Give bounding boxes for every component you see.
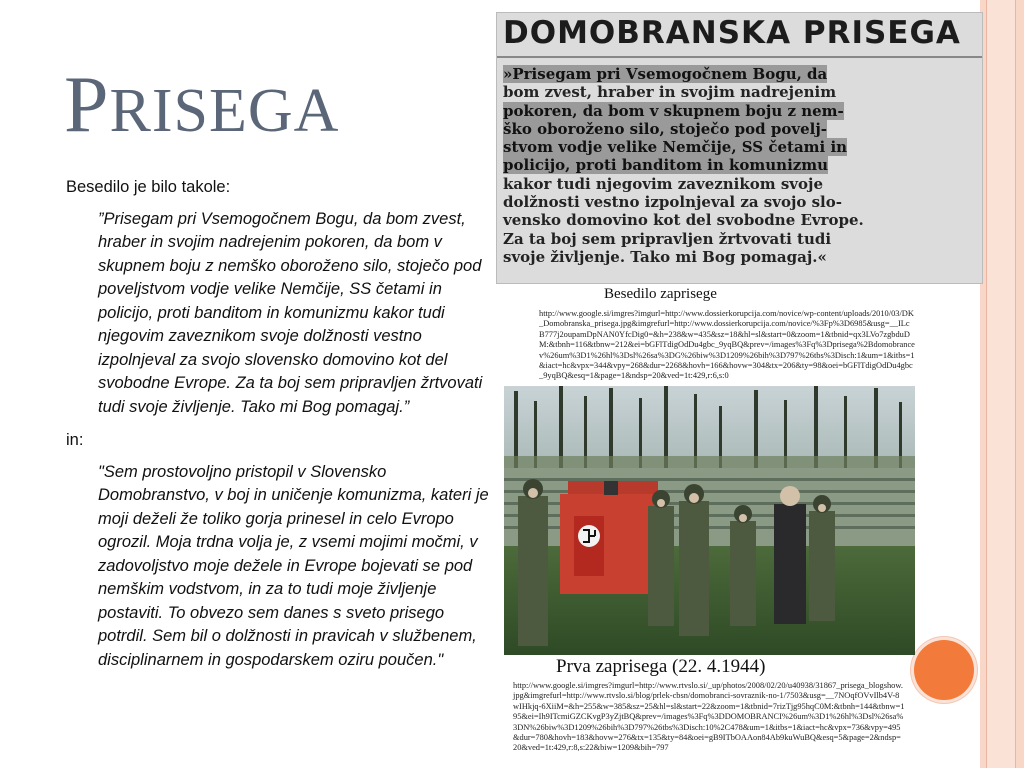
photo-caption: Prva zaprisega (22. 4.1944): [556, 656, 766, 677]
newspaper-line: bom zvest, hraber in svojim nadrejenim: [503, 83, 837, 102]
civilian-in-dark-coat: [774, 486, 806, 624]
slide-body: [66, 176, 496, 672]
newspaper-line: policijo, proti banditom in komunizmu: [503, 156, 829, 175]
slide-title: PRISEGA: [64, 61, 340, 149]
newspaper-clipping-image: [496, 12, 983, 284]
newspaper-headline: DOMOBRANSKA PRISEGA: [503, 15, 961, 51]
newspaper-source-url: http://www.google.si/imgres?imgurl=http://www.dossierkorupcija.com/novice/wp-content/uploads/2010/03/DK_Domobranska_prisega.jpg&imgrefurl=http://www.dossierkorupcija.com/novice/%3Fp%3D6985&usg=__ILcB777j2oupamDpNAN0YfcDig0=&h=238&w=435&sz=18&hl=sl&start=0&zoom=1&tbnid=qx3LVo7zgbduDM:&tbnh=116&tbnw=212&ei=bGFlTdigOdDu4gbc_9yqBQ&prev=/images%3Fq%3Dprisega%2Bdomobrancev%26um%3D1%26hl%3Dsl%26sa%3DG%26biw%3D1209%26bih%3D797%26tbs%3Disch:1&um=1&itbs=1&iact=hc&vpx=344&vpy=268&dur=2268&hovh=166&hovw=304&tx=206&ty=98&oei=bGFlTdigOdDu4gbc_9yqBQ&esq=1&page=1&ndsp=20&ved=1t:429,r:6,s:0: [539, 309, 915, 381]
newspaper-line: dolžnosti vestno izpolnjeval za svojo slo-: [503, 193, 842, 212]
body-lead: Besedilo je bilo takole:: [66, 178, 231, 196]
ceremony-scene-illustration: [504, 386, 915, 655]
newspaper-line: stvom vodje velike Nemčije, SS četami in: [503, 138, 848, 157]
newspaper-line: Za ta boj sem pripravljen žrtvovati tudi: [503, 229, 832, 248]
newspaper-line: kakor tudi njegovim zaveznikom svoje: [503, 174, 824, 193]
newspaper-line: pokoren, da bom v skupnem boju z nem-: [503, 101, 844, 120]
newspaper-line: ško oboroženo silo, stoječo pod povelj-: [503, 119, 827, 138]
newspaper-caption: Besedilo zaprisege: [604, 286, 717, 302]
oath-quote-1: ”Prisegam pri Vsemogočnem Bogu, da bom zvest, hraber in svojim nadrejenim pokoren, da bom v skupnem boju z nemško oboroženo silo, stoječo pod poveljstvom vodje velike Nemčije, SS četami in policijo, proti banditom in komunizmu kakor tudi njegovim zaveznikom svoje dolžnosti vestno izpolnjeval za svojo slovensko domovino kot del svobodne Evrope. Za ta boj sem pripravljen žrtvovati tudi svoje življenje. Tako mi Bog pomagaj.”: [98, 209, 483, 416]
newspaper-line: vensko domovino kot del svobodne Evrope.: [503, 211, 864, 230]
newspaper-text: [503, 65, 977, 266]
oath-ceremony-photo: [504, 386, 915, 655]
photo-source-url: http://www.google.si/imgres?imgurl=http://www.rtvslo.si/_up/photos/2008/02/20/u40938/31867_prisega_blogshow.jpg&imgrefurl=http://www.rtvslo.si/blog/prlek-cbsn/domobranci-sovraznik-no-1/7503&usg=__7NOqfOVvIlb4V-8wIHkjq-6XiiM=&h=255&w=385&sz=25&hl=sl&start=22&zoom=1&tbnid=7rizTjg95hqC0M:&tbnh=144&tbnw=195&ei=Ih9ITcmiGZCKvgP3yZjtBQ&prev=/images%3Fq%3DDOMOBRANCI%26um%3D1%26hl%3Dsl%26sa%3DN%26biw%3D1209%26bih%3D797%26tbs%3Disch:10%2C478&um=1&itbs=1&iact=hc&vpx=736&vpy=495&dur=780&hovh=183&hovw=276&tx=135&ty=84&oei=gB9ITbOAAon84Ab9kuWuBQ&esq=5&page=2&ndsp=20&ved=1t:429,r:8,s:22&biw=1209&bih=797: [513, 681, 905, 753]
decorative-side-band: [980, 0, 1024, 768]
decorative-orange-circle: [914, 640, 974, 700]
newspaper-line: »Prisegam pri Vsemogočnem Bogu, da: [503, 65, 828, 83]
newspaper-line: svoje življenje. Tako mi Bog pomagaj.«: [503, 247, 827, 266]
body-connector: in:: [66, 431, 84, 449]
oath-quote-2: "Sem prostovoljno pristopil v Slovensko Domobranstvo, v boj in uničenje komunizma, kateri je moji deželi že toliko gorja prinesel in celo Evropo ogrozil. Moja trdna volja je, z vsemi mojimi močmi, v zadovoljstvo moje dežele in Evrope bojevati se pod nemškim vodstvom, in za to tudi moje življenje postaviti. To obvezo sem danes s sveto prisego potrdil. Sem bil o dolžnosti in pravicah v službenem, disciplinarnem in gospodarskem oziru poučen.": [98, 462, 489, 669]
